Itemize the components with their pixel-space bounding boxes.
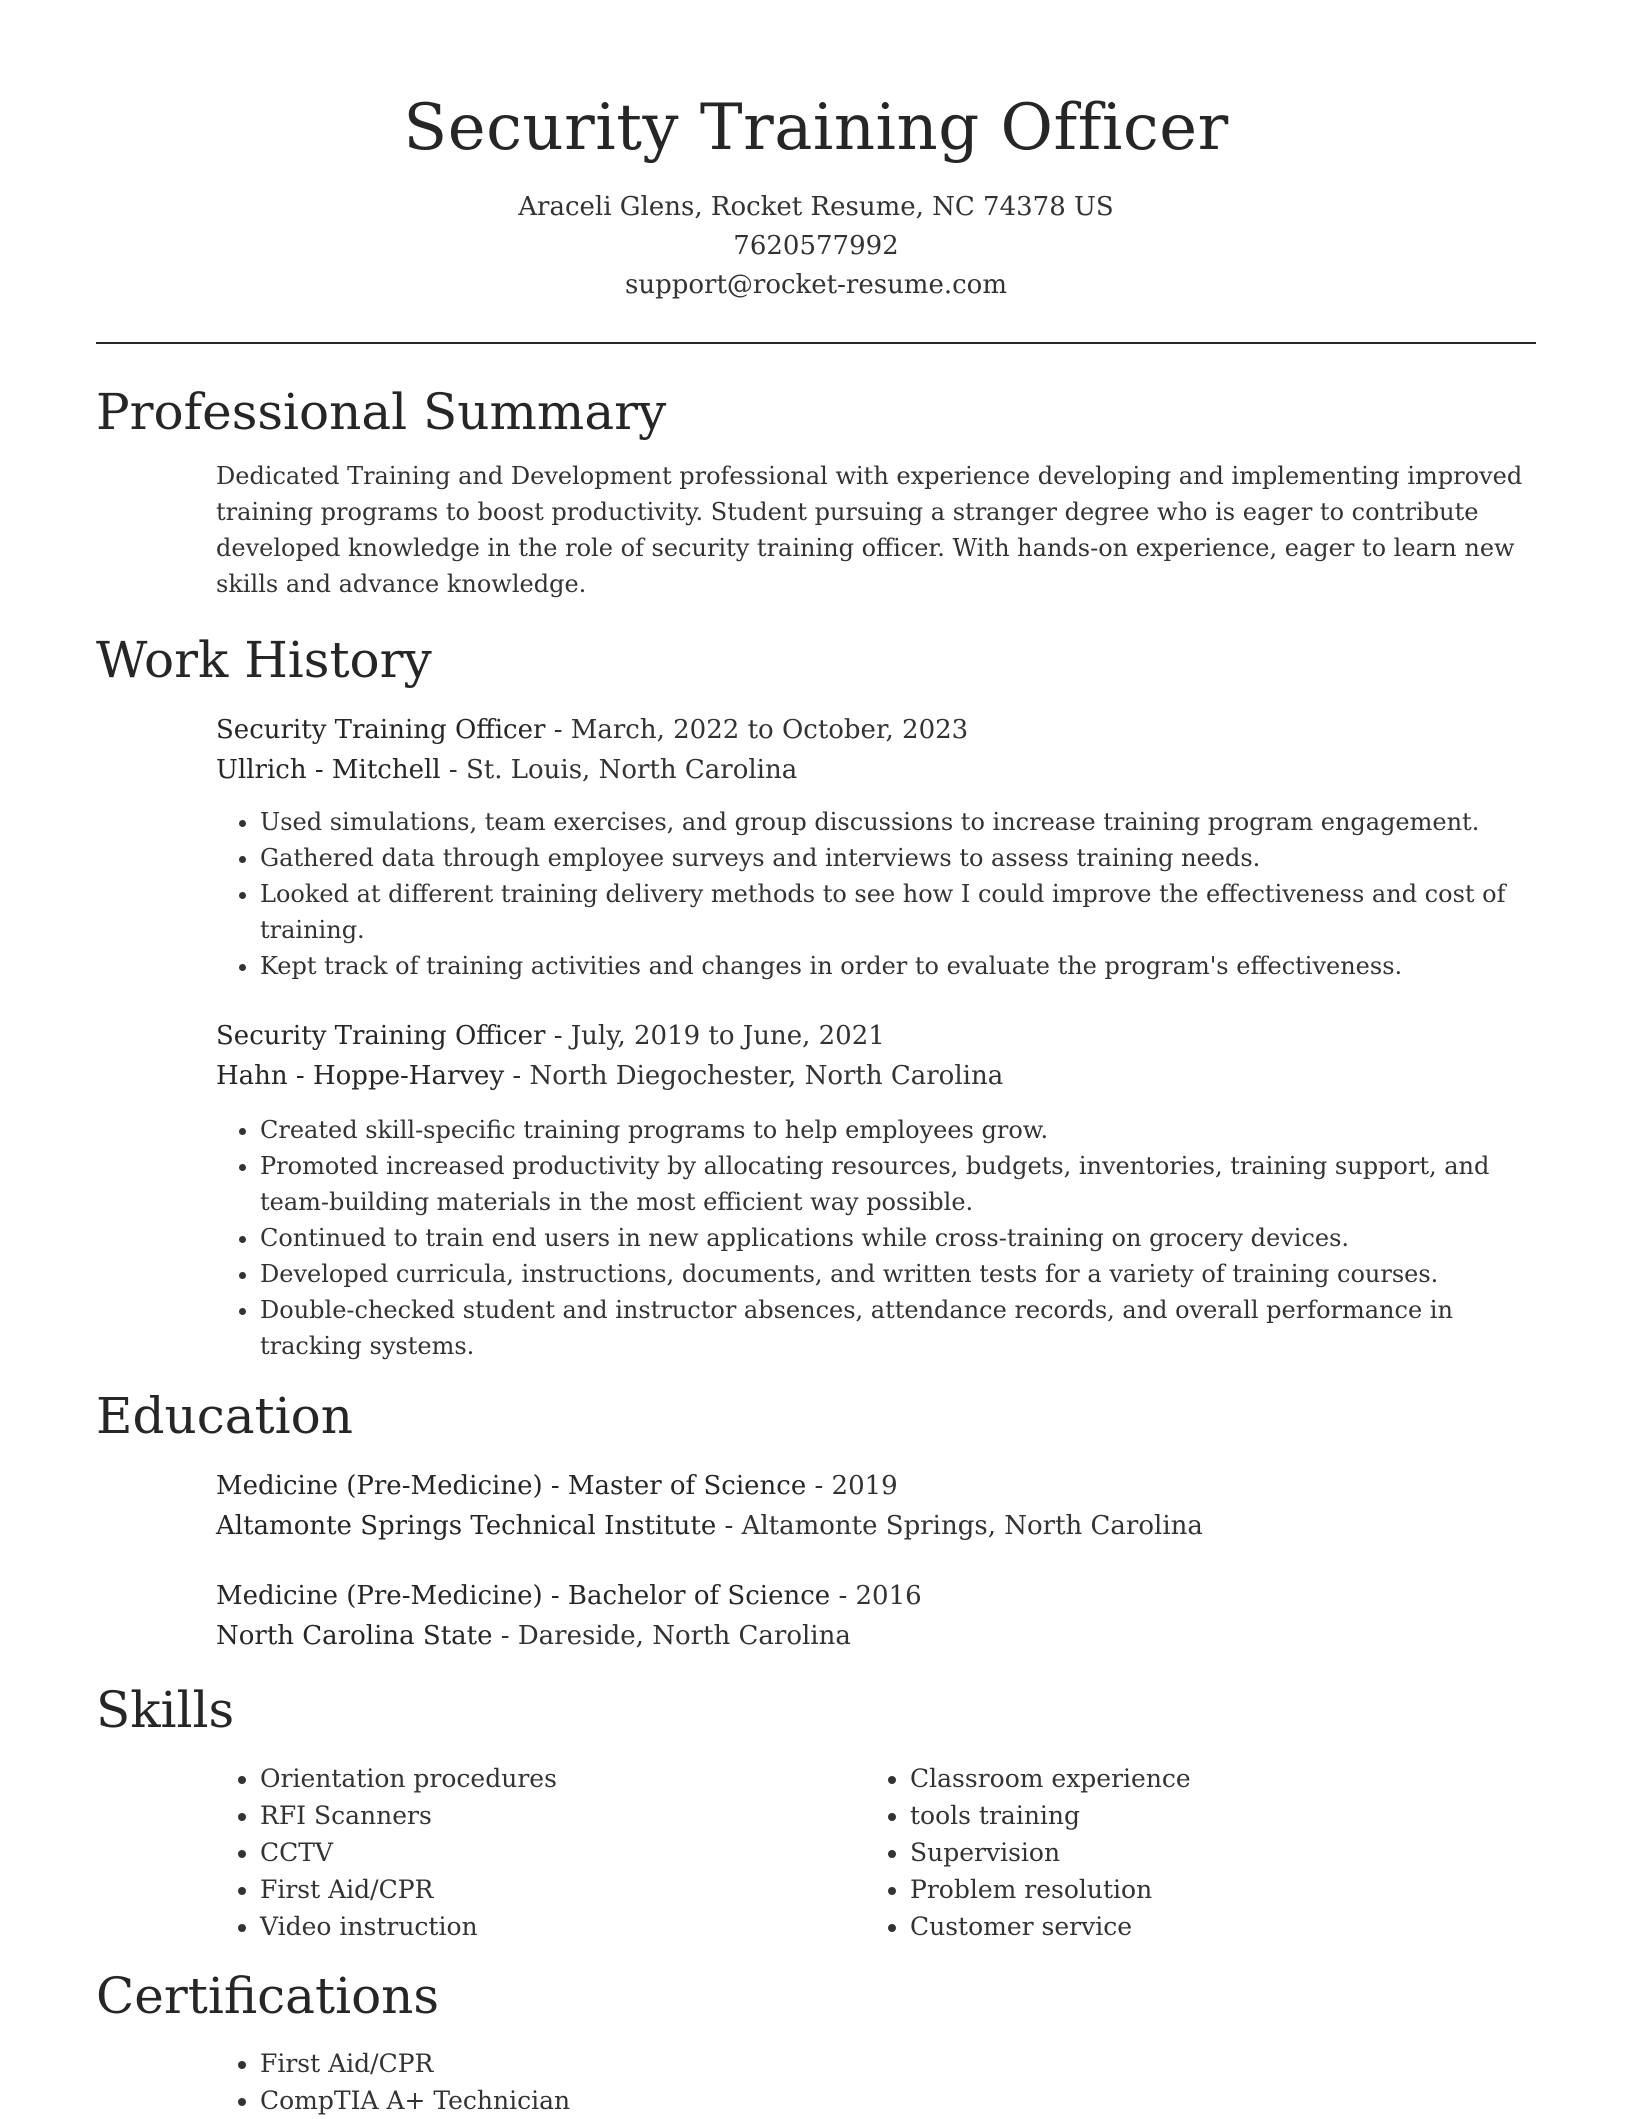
degree-year: - 2019 (806, 1471, 898, 1501)
list-item: • Double-checked student and instructor absences, attendance records, and overall performance in tracking systems. (260, 1292, 1536, 1364)
job-entry (216, 1016, 1536, 1364)
job-bullets (216, 804, 1536, 984)
job-title-line (216, 1016, 1536, 1056)
job-bullets (216, 1112, 1536, 1364)
list-item: • Created skill-specific training programs to help employees grow. (260, 1112, 1536, 1148)
section-title-certifications: Certifications (96, 1967, 440, 2025)
list-item: • Kept track of training activities and changes in order to evaluate the program's effectiveness. (260, 948, 1536, 984)
list-item: • Video instruction (260, 1908, 866, 1945)
phone-text: 7620577992 (733, 231, 899, 261)
list-item: • CompTIA A+ Technician (260, 2082, 866, 2119)
certifications-list (216, 2045, 1536, 2119)
job-location: - St. Louis, North Carolina (440, 755, 798, 785)
list-item: • Customer service (910, 1908, 1516, 1945)
skills-list (216, 1760, 1536, 1945)
certifications-column (216, 2045, 866, 2119)
education-entry (216, 1466, 1536, 1546)
candidate-title: Security Training Officer (403, 91, 1229, 165)
list-item: • Supervision (910, 1834, 1516, 1871)
list-item: • First Aid/CPR (260, 2045, 866, 2082)
list-item: • tools training (910, 1797, 1516, 1834)
list-item: • RFI Scanners (260, 1797, 866, 1834)
list-item: • Problem resolution (910, 1871, 1516, 1908)
job-company: Hahn - Hoppe-Harvey (216, 1061, 505, 1091)
email-text: support@rocket-resume.com (624, 270, 1007, 300)
education-entry (216, 1576, 1536, 1656)
school-name: Altamonte Springs Technical Institute (216, 1511, 717, 1541)
summary-block (216, 458, 1536, 602)
section-title-summary: Professional Summary (96, 383, 667, 441)
job-company: Ullrich - Mitchell (216, 755, 441, 785)
school-line (216, 1616, 1536, 1656)
job-org-line (216, 1056, 1536, 1096)
contact-block (96, 188, 1536, 305)
degree-year: - 2016 (830, 1581, 922, 1611)
degree-line (216, 1466, 1536, 1506)
skills-column-left (216, 1760, 866, 1945)
job-location: - North Diegochester, North Carolina (504, 1061, 1004, 1091)
list-item: • CCTV (260, 1834, 866, 1871)
degree-name: Medicine (Pre-Medicine) - Bachelor of Science (216, 1581, 831, 1611)
skills-column-right (866, 1760, 1516, 1945)
list-item: • Looked at different training delivery methods to see how I could improve the effectiveness and cost of training. (260, 876, 1536, 948)
list-item: • Orientation procedures (260, 1760, 866, 1797)
skills-right-list (866, 1760, 1516, 1945)
job-dates: - July, 2019 to June, 2021 (545, 1021, 885, 1051)
degree-line (216, 1576, 1536, 1616)
list-item: • First Aid/CPR (260, 1871, 866, 1908)
address-text: Araceli Glens, Rocket Resume, NC 74378 US (518, 192, 1114, 222)
job-dates: - March, 2022 to October, 2023 (545, 715, 969, 745)
section-title-work-history: Work History (96, 631, 432, 689)
job-role: Security Training Officer (216, 715, 546, 745)
job-org-line (216, 750, 1536, 790)
school-name: North Carolina State (216, 1621, 493, 1651)
certifications-items (216, 2045, 866, 2119)
job-entry (216, 710, 1536, 984)
list-item: • Continued to train end users in new applications while cross-training on grocery devices. (260, 1220, 1536, 1256)
list-item: • Gathered data through employee surveys and interviews to assess training needs. (260, 840, 1536, 876)
school-location: - Dareside, North Carolina (492, 1621, 851, 1651)
job-role: Security Training Officer (216, 1021, 546, 1051)
resume-header (96, 86, 1536, 305)
school-line (216, 1506, 1536, 1546)
section-title-skills: Skills (96, 1681, 235, 1739)
degree-name: Medicine (Pre-Medicine) - Master of Science (216, 1471, 807, 1501)
job-title-line (216, 710, 1536, 750)
section-title-education: Education (96, 1387, 353, 1445)
list-item: • Promoted increased productivity by allocating resources, budgets, inventories, training support, and team-building materials in the most efficient way possible. (260, 1148, 1536, 1220)
skills-left-list (216, 1760, 866, 1945)
school-location: - Altamonte Springs, North Carolina (716, 1511, 1203, 1541)
list-item: • Used simulations, team exercises, and group discussions to increase training program engagement. (260, 804, 1536, 840)
list-item: • Classroom experience (910, 1760, 1516, 1797)
header-divider (96, 342, 1536, 344)
summary-text: Dedicated Training and Development professional with experience developing and implementing improved training programs to boost productivity. Student pursuing a stranger degree who is eager to contribute developed knowledge in the role of security training officer. With hands-on experience, eager to learn new skills and advance knowledge. (216, 462, 1523, 598)
list-item: • Developed curricula, instructions, documents, and written tests for a variety of training courses. (260, 1256, 1536, 1292)
